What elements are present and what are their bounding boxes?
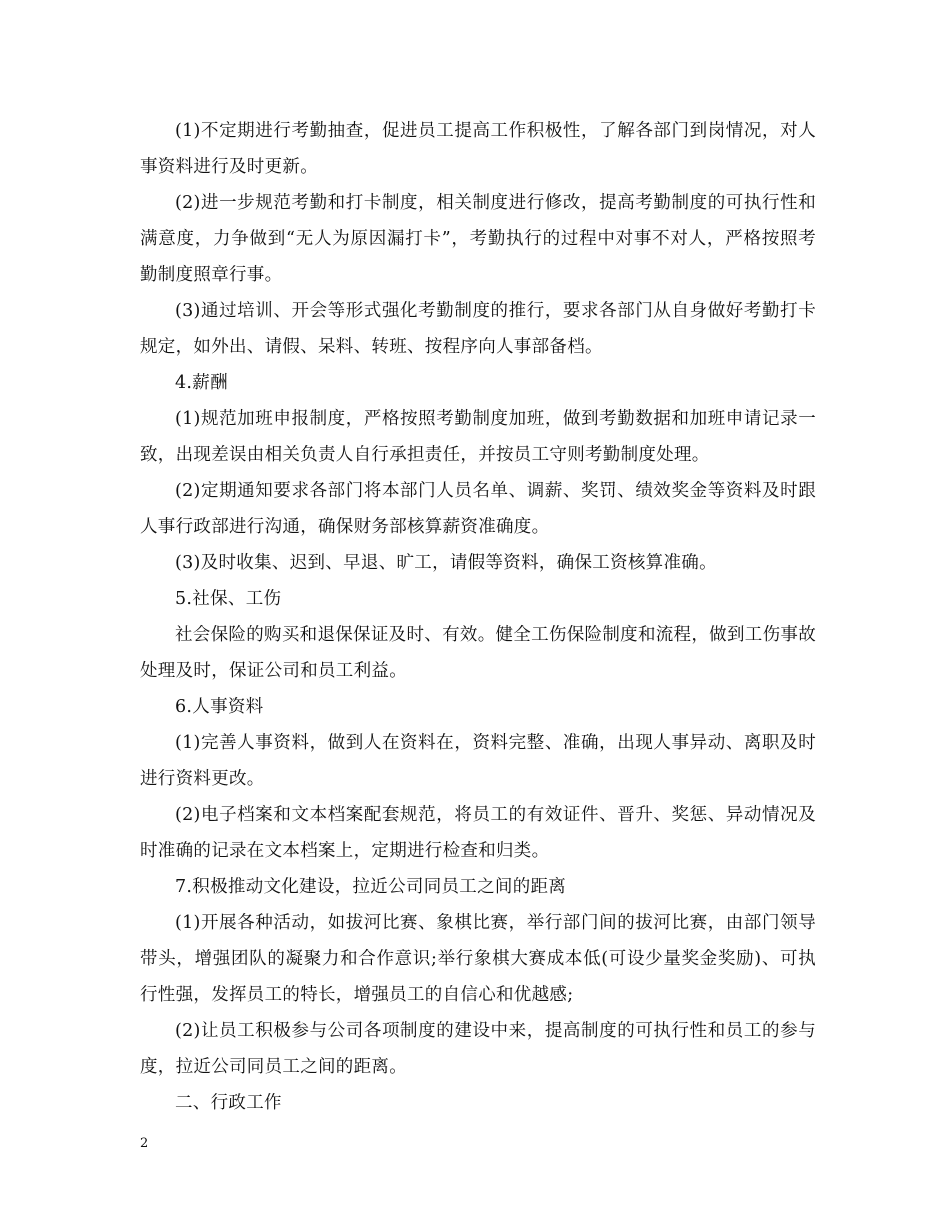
paragraph: (1)不定期进行考勤抽查，促进员工提高工作积极性，了解各部门到岗情况，对人事资料进行及时更新。 [140, 121, 816, 177]
paragraph: (2)定期通知要求各部门将本部门人员名单、调薪、奖罚、绩效奖金等资料及时跟人事行政部进行沟通，确保财务部核算薪资准确度。 [140, 481, 816, 537]
page-number: 2 [140, 1136, 149, 1151]
paragraph: 社会保险的购买和退保保证及时、有效。健全工伤保险制度和流程，做到工伤事故处理及时，保证公司和员工利益。 [140, 625, 816, 681]
paragraph: (1)完善人事资料，做到人在资料在，资料完整、准确，出现人事异动、离职及时进行资料更改。 [140, 733, 816, 789]
section-heading: 6.人事资料 [175, 697, 264, 717]
section-heading: 7.积极推动文化建设，拉近公司同员工之间的距离 [175, 877, 567, 897]
section-heading: 5.社保、工伤 [175, 589, 282, 609]
paragraph: (2)让员工积极参与公司各项制度的建设中来，提高制度的可执行性和员工的参与度，拉近公司同员工之间的距离。 [140, 1021, 816, 1077]
paragraph: (2)进一步规范考勤和打卡制度，相关制度进行修改，提高考勤制度的可执行性和满意度，力争做到“无人为原因漏打卡”，考勤执行的过程中对事不对人，严格按照考勤制度照章行事。 [140, 193, 816, 285]
paragraph: (3)及时收集、迟到、早退、旷工，请假等资料，确保工资核算准确。 [175, 553, 717, 573]
section-heading: 二、行政工作 [175, 1093, 282, 1113]
paragraph: (1)规范加班申报制度，严格按照考勤制度加班，做到考勤数据和加班申请记录一致，出现差误由相关负责人自行承担责任，并按员工守则考勤制度处理。 [140, 409, 816, 465]
section-heading: 4.薪酬 [175, 373, 228, 393]
paragraph: (3)通过培训、开会等形式强化考勤制度的推行，要求各部门从自身做好考勤打卡规定，如外出、请假、呆料、转班、按程序向人事部备档。 [140, 301, 816, 357]
paragraph: (2)电子档案和文本档案配套规范，将员工的有效证件、晋升、奖惩、异动情况及时准确的记录在文本档案上，定期进行检查和归类。 [140, 805, 816, 861]
document-body [140, 113, 816, 1121]
paragraph: (1)开展各种活动，如拔河比赛、象棋比赛，举行部门间的拔河比赛，由部门领导带头，增强团队的凝聚力和合作意识;举行象棋大赛成本低(可设少量奖金奖励)、可执行性强，发挥员工的特长，增强员工的自信心和优越感; [140, 913, 816, 1005]
